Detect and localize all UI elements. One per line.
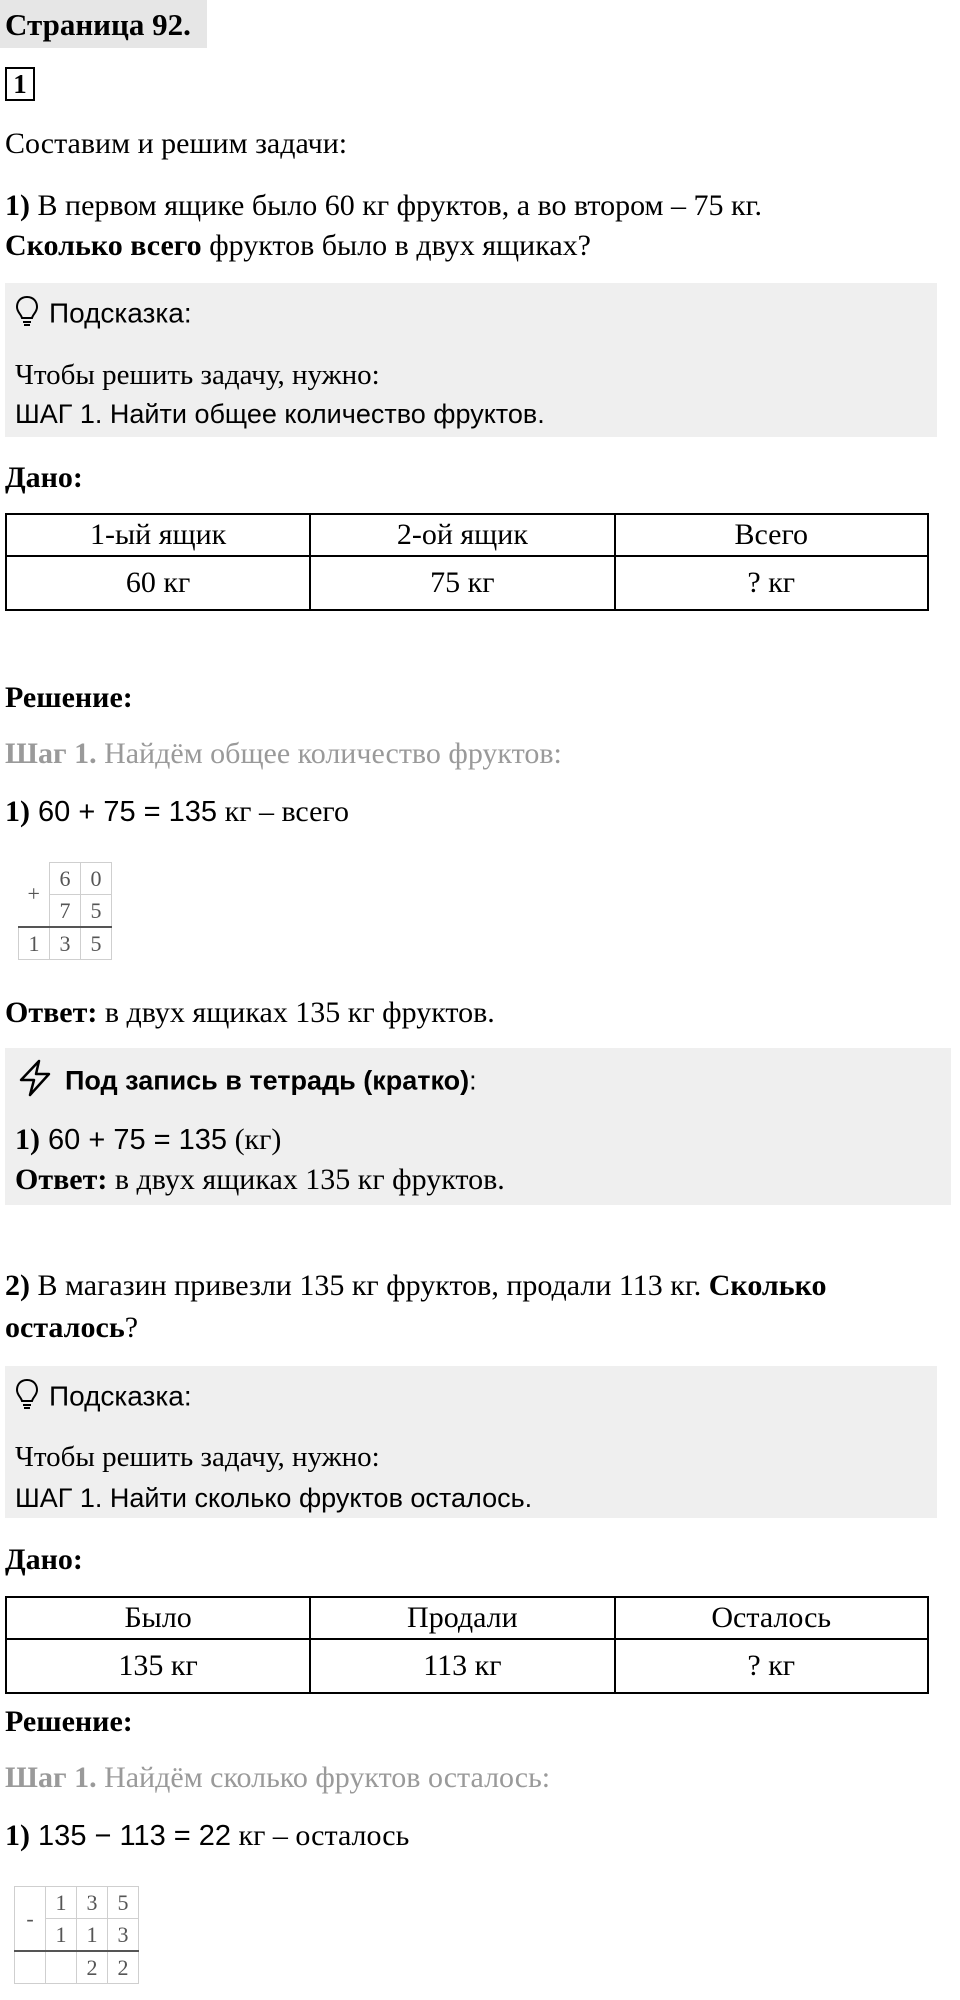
answer-line (5, 995, 495, 1031)
intro-text: Составим и решим задачи: (5, 127, 348, 160)
given-label: Дано: (5, 1543, 83, 1576)
equation: 135 − 113 = 22 (30, 1820, 232, 1852)
digit-cell: 2 (77, 1951, 108, 1984)
hint-step-label: ШАГ 1. (15, 1483, 103, 1513)
hint-step-text: Найти общее количество фруктов. (102, 399, 545, 429)
equation-line (5, 1818, 409, 1854)
lightbulb-icon (15, 1378, 39, 1418)
digit-cell: 0 (81, 863, 112, 895)
step-label: Шаг 1. (5, 1761, 97, 1794)
digit-cell (15, 1951, 46, 1984)
given-label: Дано: (5, 461, 83, 494)
hint-step-label: ШАГ 1. (15, 399, 103, 429)
answer-label: Ответ: (5, 996, 98, 1029)
column-addition (18, 862, 112, 960)
task2-question-bold: осталось (5, 1311, 125, 1344)
digit-cell: 5 (81, 895, 112, 928)
digit-cell: 6 (50, 863, 81, 895)
notebook-eq-num: 1) (15, 1123, 40, 1156)
digit-cell: 1 (46, 1919, 77, 1952)
table-row (6, 556, 928, 610)
notebook-answer-label: Ответ: (15, 1163, 108, 1196)
table-cell: 135 кг (6, 1639, 310, 1693)
solution-step (5, 736, 562, 772)
hint-step (15, 397, 545, 431)
hint-header (15, 295, 192, 335)
task1-question (5, 228, 591, 264)
table-cell: ? кг (615, 1639, 929, 1693)
task2-text-a: В магазин привезли 135 кг фруктов, продали 113 кг. (30, 1269, 709, 1302)
solution-label: Решение: (5, 1705, 133, 1738)
digit-cell: 5 (81, 927, 112, 960)
digit-cell: 5 (108, 1887, 139, 1919)
hint-title: Подсказка: (49, 1380, 192, 1412)
notebook-eq: 60 + 75 = 135 (40, 1124, 228, 1156)
table-row (6, 1639, 928, 1693)
task1-number: 1) (5, 189, 30, 222)
digit-cell: 3 (50, 927, 81, 960)
solution-label: Решение: (5, 681, 133, 714)
table-cell: 75 кг (310, 556, 614, 610)
digit-cell (46, 1951, 77, 1984)
notebook-answer-text: в двух ящиках 135 кг фруктов. (107, 1163, 505, 1196)
lightbulb-icon (15, 295, 39, 335)
table-cell: 113 кг (310, 1639, 614, 1693)
table-cell: Было (6, 1597, 310, 1639)
given-table (5, 513, 929, 611)
notebook-title: Под запись в тетрадь (кратко) (65, 1065, 470, 1096)
minus-sign: - (15, 1887, 46, 1952)
digit-cell: 2 (108, 1951, 139, 1984)
table-header-row (6, 514, 928, 556)
task2-question-rest: ? (124, 1311, 139, 1344)
given-table (5, 1596, 929, 1694)
equation-number: 1) (5, 1819, 30, 1852)
page-title: Страница 92. (5, 7, 191, 42)
step-text: Найдём общее количество фруктов: (96, 737, 562, 770)
digit-cell: 3 (77, 1887, 108, 1919)
equation-tail: кг – осталось (231, 1819, 410, 1852)
equation-line (5, 794, 349, 830)
table-header-row (6, 1597, 928, 1639)
solution-step (5, 1760, 550, 1796)
hint-step-text: Найти сколько фруктов осталось. (102, 1483, 533, 1513)
column-subtraction (14, 1886, 139, 1984)
table-cell: Продали (310, 1597, 614, 1639)
table-cell: 60 кг (6, 556, 310, 610)
equation-number: 1) (5, 795, 30, 828)
digit-cell: 1 (46, 1887, 77, 1919)
hint-step (15, 1481, 532, 1515)
hint-title: Подсказка: (49, 297, 192, 329)
equation: 60 + 75 = 135 (30, 796, 218, 828)
hint-line: Чтобы решить задачу, нужно: (15, 359, 380, 391)
notebook-equation (15, 1122, 281, 1158)
task1-statement (5, 188, 955, 224)
step-text: Найдём сколько фруктов осталось: (96, 1761, 551, 1794)
task2-bold-a: Сколько (708, 1269, 827, 1302)
digit-cell: 7 (50, 895, 81, 928)
task2-question (5, 1310, 138, 1346)
table-cell: 1-ый ящик (6, 514, 310, 556)
equation-tail: кг – всего (217, 795, 349, 828)
table-cell: Всего (615, 514, 929, 556)
plus-sign: + (27, 881, 40, 907)
hint-line: Чтобы решить задачу, нужно: (15, 1441, 380, 1473)
task2-number: 2) (5, 1269, 30, 1302)
digit-cell: 1 (19, 927, 50, 960)
table-cell: ? кг (615, 556, 929, 610)
lightning-icon (15, 1058, 55, 1107)
table-cell: Осталось (615, 1597, 929, 1639)
answer-text: в двух ящиках 135 кг фруктов. (97, 996, 495, 1029)
digit-cell: 1 (77, 1919, 108, 1952)
notebook-header (15, 1058, 477, 1107)
exercise-number: 1 (5, 67, 35, 101)
notebook-title-colon: : (469, 1065, 477, 1096)
task1-question-rest: фруктов было в двух ящиках? (201, 229, 591, 262)
step-label: Шаг 1. (5, 737, 97, 770)
task1-question-bold: Сколько всего (5, 229, 202, 262)
table-cell: 2-ой ящик (310, 514, 614, 556)
digit-cell: 3 (108, 1919, 139, 1952)
task1-text-a: В первом ящике было 60 кг фруктов, а во втором – 75 кг. (30, 189, 763, 222)
task2-statement (5, 1268, 960, 1304)
hint-header (15, 1378, 192, 1418)
notebook-answer (15, 1162, 505, 1198)
notebook-eq-tail: (кг) (227, 1123, 282, 1156)
